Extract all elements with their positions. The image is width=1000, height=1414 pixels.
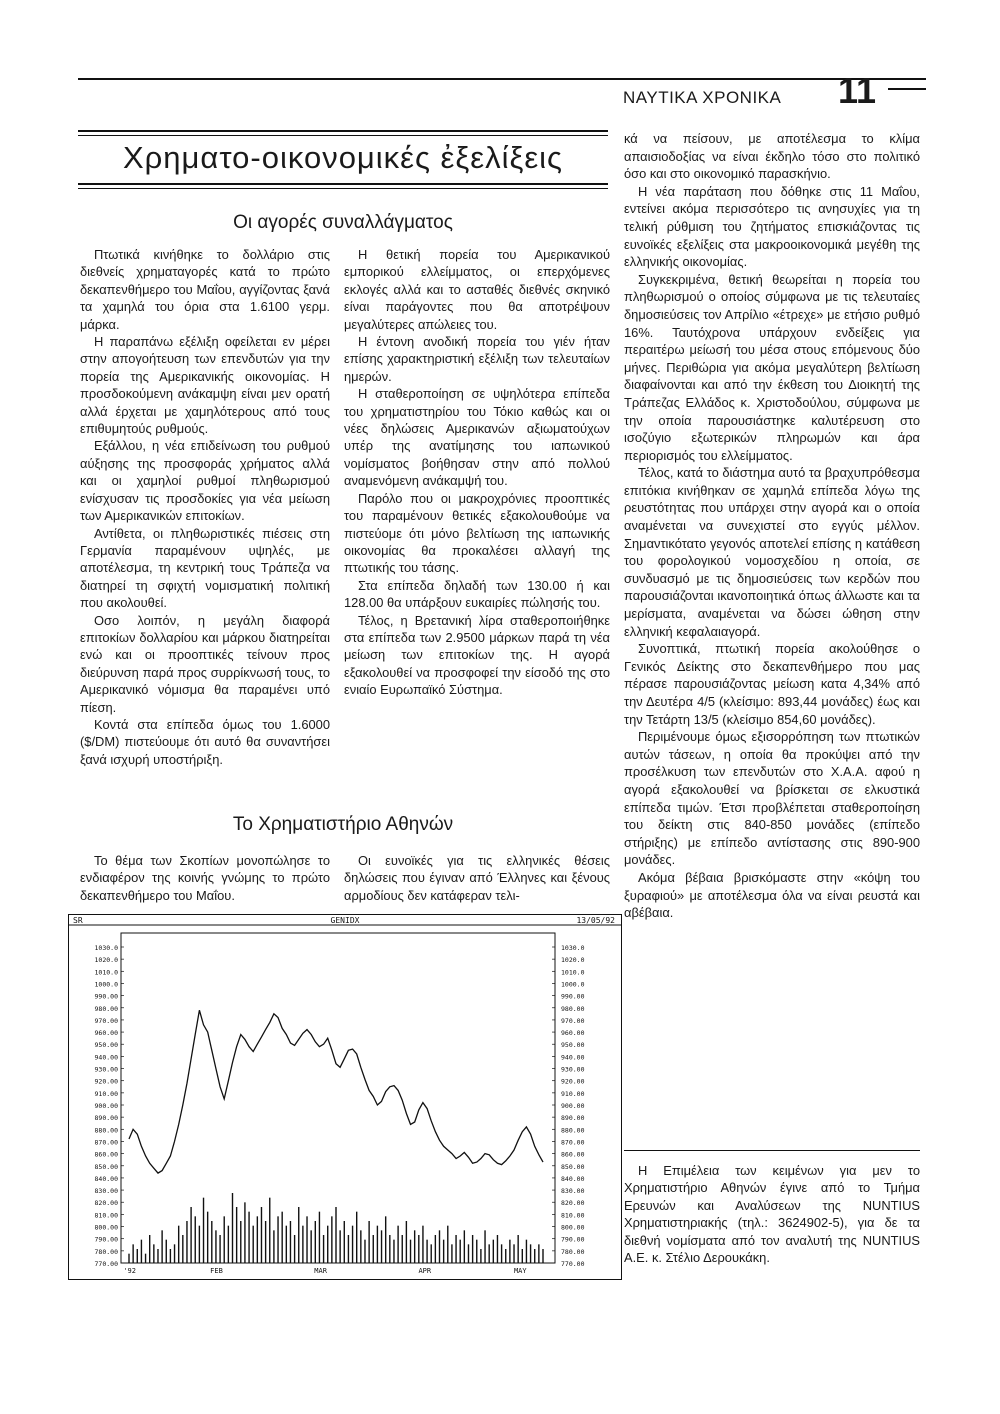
y-tick-label-left: 850.00 [94, 1162, 118, 1171]
y-tick-label-left: 970.00 [94, 1016, 118, 1025]
paragraph: Τέλος, η Βρετανική λίρα σταθεροποιήθηκε στα επίπεδα των 2.9500 μάρκων παρά τη νέα μείωση των επιτοκίων της. Η αγορά εξακολουθεί να προσφοφεί την είσοδό της στο ενιαίο Ευρωπαϊκό Σύστημα. [344, 612, 610, 698]
paragraph: κά να πείσουν, με αποτέλεσμα το κλίμα απαισιοδοξίας να είναι έκδηλο τόσο στο πολιτικό όσο και στο οικονομικό παρασκήνιο. [624, 131, 920, 182]
y-tick-label-right: 940.00 [561, 1053, 585, 1062]
y-tick-label-right: 790.00 [561, 1235, 585, 1244]
section-heading-athens: Το Χρηματιστήριο Αθηνών [232, 814, 454, 835]
y-tick-label-left: 1010.0 [94, 968, 118, 977]
paragraph: Στα επίπεδα δηλαδή των 130.00 ή και 128.00 θα υπάρξουν ευκαιρίες πώλησής του. [344, 577, 610, 611]
y-tick-label-left: 950.00 [94, 1041, 118, 1050]
paragraph: Πτωτικά κινήθηκε το δολλάριο στις διεθνείς χρηματαγορές κατά το πρώτο δεκαπενθήμερο του Μαΐου, αγγίζοντας ξανά τα χαμηλά του όρια στα 1.6100 γερμ. μάρκα. [80, 247, 330, 332]
y-tick-label-left: 940.00 [94, 1053, 118, 1062]
paragraph: Η παραπάνω εξέλιξη οφείλεται εν μέρει στην απογοήτευση των επενδυτών για την πορεία της Αμερικανικής οικονομίας. Η προσδοκούμενη ανάκαμψη είναι μεν ορατή αλλά έρχεται με χαμηλότερους από τους επιθυμητούς ρυθμούς. [80, 334, 330, 437]
title-rule-top [78, 130, 608, 132]
paragraph: Αντίθετα, οι πληθωριστικές πιέσεις στη Γερμανία παραμένουν υψηλές, με αποτέλεσμα, τη κεντρική τους Τράπεζα να διατηρεί τη σφιχτή νομισματική πολιτική που ακολουθεί. [80, 525, 330, 611]
y-tick-label-right: 820.00 [561, 1199, 585, 1208]
y-tick-label-left: 990.00 [94, 992, 118, 1001]
athens-paragraph: Το θέμα των Σκοπίων μονοπώλησε το ενδιαφέρον της κοινής γνώμης το πρώτο δεκαπενθήμερο του Μαΐου. [80, 853, 330, 903]
index-line [129, 1010, 543, 1173]
y-tick-label-left: 960.00 [94, 1029, 118, 1038]
y-tick-label-left: 930.00 [94, 1065, 118, 1074]
y-tick-label-left: 920.00 [94, 1077, 118, 1086]
credit-rule [624, 1150, 920, 1151]
y-tick-label-right: 780.00 [561, 1247, 585, 1256]
y-tick-label-left: 980.00 [94, 1004, 118, 1013]
athens-column-2 [344, 852, 610, 904]
y-tick-label-left: 860.00 [94, 1150, 118, 1159]
chart-corner-label: SR [73, 916, 83, 925]
x-tick-label: APR [418, 1267, 432, 1275]
y-tick-label-left: 830.00 [94, 1187, 118, 1196]
y-tick-label-right: 980.00 [561, 1004, 585, 1013]
y-tick-label-right: 770.00 [561, 1260, 585, 1268]
y-tick-label-right: 1020.0 [561, 956, 585, 965]
paragraph: Συγκεκριμένα, θετική θεωρείται η πορεία του πληθωρισμού ο οποίος σύμφωνα με τις τελευταίες δημοσιεύσεις τον Απρίλιο «έτρεχε» με ετήσιο ρυθμό 16%. Ταυτόχρονα υπάρχουν ενδείξεις για περαιτέρω μείωσή του μέσα στους επόμενους δύο μήνες. Περιθώρια για ακόμα μεγαλύτερη βελτίωση διαφαίνονται και από την έκθεση του Διοικητή της Τράπεζας Ελλάδος κ. Χριστοδούλου, σύμφωνα με την οποία παρουσιάστηκε καλυτέρευση στο ισοζύγιο εξωτερικών πληρωμών και άρα περιορισμός του ελλείμματος. [624, 271, 920, 463]
page-number-dash [888, 88, 926, 90]
paragraph: Τέλος, κατά το διάστημα αυτό τα βραχυπρόθεσμα επιτόκια κινήθηκαν σε χαμηλά επίπεδα λόγω της ρευστότητας που υπάρχει στην αγορά και ο οποία αναμένεται να συνεχιστεί στο εγγύς μέλλον. Σημαντικότατο γεγονός αποτελεί επίσης η κατάθεση του φορολογικού νομοσχεδίου η οποία, σε συνδυασμό με τις δημοσιεύσεις των κερδών που παρουσιάζονται ικανοποιητικά όπως άλλωστε και τα μερίσματα, αναμένεται να δώσει ώθηση στην ελληνική κεφαλαιαγορά. [624, 465, 920, 639]
y-tick-label-left: 1020.0 [94, 956, 118, 965]
y-tick-label-right: 970.00 [561, 1016, 585, 1025]
paragraph: Συνοπτικά, πτωτική πορεία ακολούθησε ο Γενικός Δείκτης στο δεκαπενθήμερο που μας πέρασε παρουσιάζοντας μείωση κατα 4,34% από την Δευτέρα 4/5 (κλείσιμο: 893,44 μονάδες) έως και την Τετάρτη 13/5 (κλείσιμο 854,60 μονάδες). [624, 641, 920, 727]
x-tick-label: MAY [513, 1267, 527, 1275]
y-tick-label-left: 780.00 [94, 1247, 118, 1256]
y-tick-label-right: 920.00 [561, 1077, 585, 1086]
chart-date: 13/05/92 [576, 916, 615, 925]
paragraph: Ακόμα βέβαια βρισκόμαστε στην «κόψη του ξυραφιού» με αποτέλεσμα όλα να είναι ρευστά και αβέβαια. [624, 869, 920, 921]
paragraph: Η θετική πορεία του Αμερικανικού εμπορικού ελλείμματος, οι επερχόμενες εκλογές αλλά και το ασταθές διεθνές σκηνικό είναι παράγοντες που θα αποτρέψουν μεγαλύτερες απώλειες του. [344, 247, 610, 332]
paragraph: Κοντά στα επίπεδα όμως του 1.6000 ($/DM) πιστεύουμε ότι αυτό θα συναντήσει ξανά ισχυρή υποστήριξη. [80, 716, 330, 767]
forex-column-1 [80, 246, 330, 768]
y-tick-label-right: 910.00 [561, 1089, 585, 1098]
chart-title: GENIDX [330, 916, 360, 925]
paragraph: Η νέα παράταση που δόθηκε στις 11 Μαΐου, εντείνει ακόμα περισσότερο τις ανησυχίες για τη τελική ρύθμιση του ζητήματος επισκιάζοντας τις ευνοϊκές εξελίξεις στα μακροοικονομικά μεγέθη της ελληνικής οικονομίας. [624, 183, 920, 270]
y-tick-label-left: 1000.0 [94, 980, 118, 989]
y-tick-label-left: 910.00 [94, 1089, 118, 1098]
paragraph: Περιμένουμε όμως εξισορρόπηση των πτωτικών αυτών τάσεων, η οποία θα προκύψει από την προσέλκυση των επενδυτών στο Χ.Α.Α. αφού η αγορά εξακολουθεί να βρίσκεται σε ελκυστικά επίπεδα τιμών. Έτσι προβλέπεται σταθεροποίηση του δείκτη στις 840-850 μονάδες (επίπεδο στήριξης) με επίπεδο αντίστασης στις 890-900 μονάδες. [624, 729, 920, 868]
page-title: Χρηματο-οικονομικές ἐξελίξεις [123, 140, 563, 175]
y-tick-label-left: 890.00 [94, 1114, 118, 1123]
y-tick-label-right: 880.00 [561, 1126, 585, 1135]
credit-text: Η Επιμέλεια των κειμένων για μεν το Χρηματιστήριο Αθηνών έγινε από το Τμήμα Ερευνών και Αναλύσεων της NUNTIUS Χρηματιστηριακής (τηλ.: 3624902-5), για δε τα διεθνή νομίσματα από τον αναλυτή της NUNTIUS Α.Ε. κ. Στέλιο Δερουκάκη. [624, 1163, 920, 1266]
y-tick-label-left: 840.00 [94, 1174, 118, 1183]
x-tick-label: FEB [210, 1267, 223, 1275]
paragraph: Η σταθεροποίηση σε υψηλότερα επίπεδα του χρηματιστηρίου του Τόκιο καθώς και οι νέες δηλώσεις Αμερικανών αξιωματούχων υπέρ της ανατίμησης του ιαπωνικού νομίσματος βοήθησαν στην από πολλού αναμενόμενη ανάκαμψή του. [344, 386, 610, 489]
x-tick-label: MAR [314, 1267, 327, 1275]
page-number: 11 [838, 70, 877, 111]
forex-column-2 [344, 246, 610, 699]
y-tick-label-left: 790.00 [94, 1235, 118, 1244]
x-tick-label: '92 [123, 1267, 137, 1275]
y-tick-label-left: 870.00 [94, 1138, 118, 1147]
y-tick-label-left: 880.00 [94, 1126, 118, 1135]
title-rule-top2 [78, 135, 608, 136]
title-rule-bottom2 [78, 188, 608, 189]
y-tick-label-left: 1030.0 [94, 944, 118, 952]
y-tick-label-left: 810.00 [94, 1211, 118, 1220]
right-column [624, 130, 920, 922]
y-tick-label-left: 900.00 [94, 1102, 118, 1110]
y-tick-label-right: 950.00 [561, 1041, 585, 1050]
chart-plot-frame [121, 933, 555, 1263]
y-tick-label-right: 830.00 [561, 1187, 585, 1196]
athens-paragraph: Οι ευνοϊκές για τις ελληνικές θέσεις δηλώσεις που έγιναν από Έλληνες και ξένους αρμοδίους δεν κατάφεραν τελι- [344, 853, 610, 903]
index-chart-svg [69, 915, 621, 1279]
y-tick-label-right: 900.00 [561, 1102, 585, 1110]
paragraph: Οσο λοιπόν, η μεγάλη διαφορά επιτοκίων δολλαρίου και μάρκου διατηρείται ενώ και οι προοπτικές τείνουν προς διεύρυνση παρά προς συρρίκνωσή τους, το Αμερικανικό νόμισμα θα παραμένει υπό πίεση. [80, 612, 330, 715]
header-rule [78, 78, 926, 80]
y-tick-label-right: 1030.0 [561, 944, 585, 952]
y-tick-label-right: 1010.0 [561, 968, 585, 977]
y-tick-label-right: 860.00 [561, 1150, 585, 1159]
title-rule-bottom [78, 183, 608, 185]
y-tick-label-right: 800.00 [561, 1223, 585, 1232]
index-chart [68, 914, 622, 1280]
paragraph: Εξάλλου, η νέα επιδείνωση του ρυθμού αύξησης της προσφοράς χρήματος αλλά και οι χαμηλοί ρυθμοί πληθωρισμού ενίσχυσαν τις προσδοκίες για νέα μείωση των Αμερικανικών επιτοκίων. [80, 438, 330, 524]
y-tick-label-right: 990.00 [561, 992, 585, 1001]
credit-note [624, 1162, 920, 1266]
publication-name: ΝΑΥΤΙΚΑ ΧΡΟΝΙΚΑ [623, 88, 782, 107]
y-tick-label-left: 800.00 [94, 1223, 118, 1232]
paragraph: Παρόλο που οι μακροχρόνιες προοπτικές του παραμένουν θετικές εξακολουθούμε να πιστεύομε ότι μόνο βελτίωση της ιαπωνικής οικονομίας θα προκαλέσει αλλαγή της πτωτικής του τάσης. [344, 490, 610, 576]
y-tick-label-right: 1000.0 [561, 980, 585, 989]
y-tick-label-right: 870.00 [561, 1138, 585, 1147]
athens-column-1 [80, 852, 330, 904]
y-tick-label-left: 820.00 [94, 1199, 118, 1208]
y-tick-label-right: 810.00 [561, 1211, 585, 1220]
y-tick-label-right: 840.00 [561, 1174, 585, 1183]
section-heading-forex: Οι αγορές συναλλάγματος [233, 212, 453, 233]
paragraph: Η έντονη ανοδική πορεία του γιέν ήταν επίσης χαρακτηριστική εξέλιξη των τελευταίων ημερών. [344, 334, 610, 384]
y-tick-label-right: 960.00 [561, 1029, 585, 1038]
y-tick-label-right: 930.00 [561, 1065, 585, 1074]
y-tick-label-right: 890.00 [561, 1114, 585, 1123]
y-tick-label-left: 770.00 [94, 1260, 118, 1268]
y-tick-label-right: 850.00 [561, 1162, 585, 1171]
